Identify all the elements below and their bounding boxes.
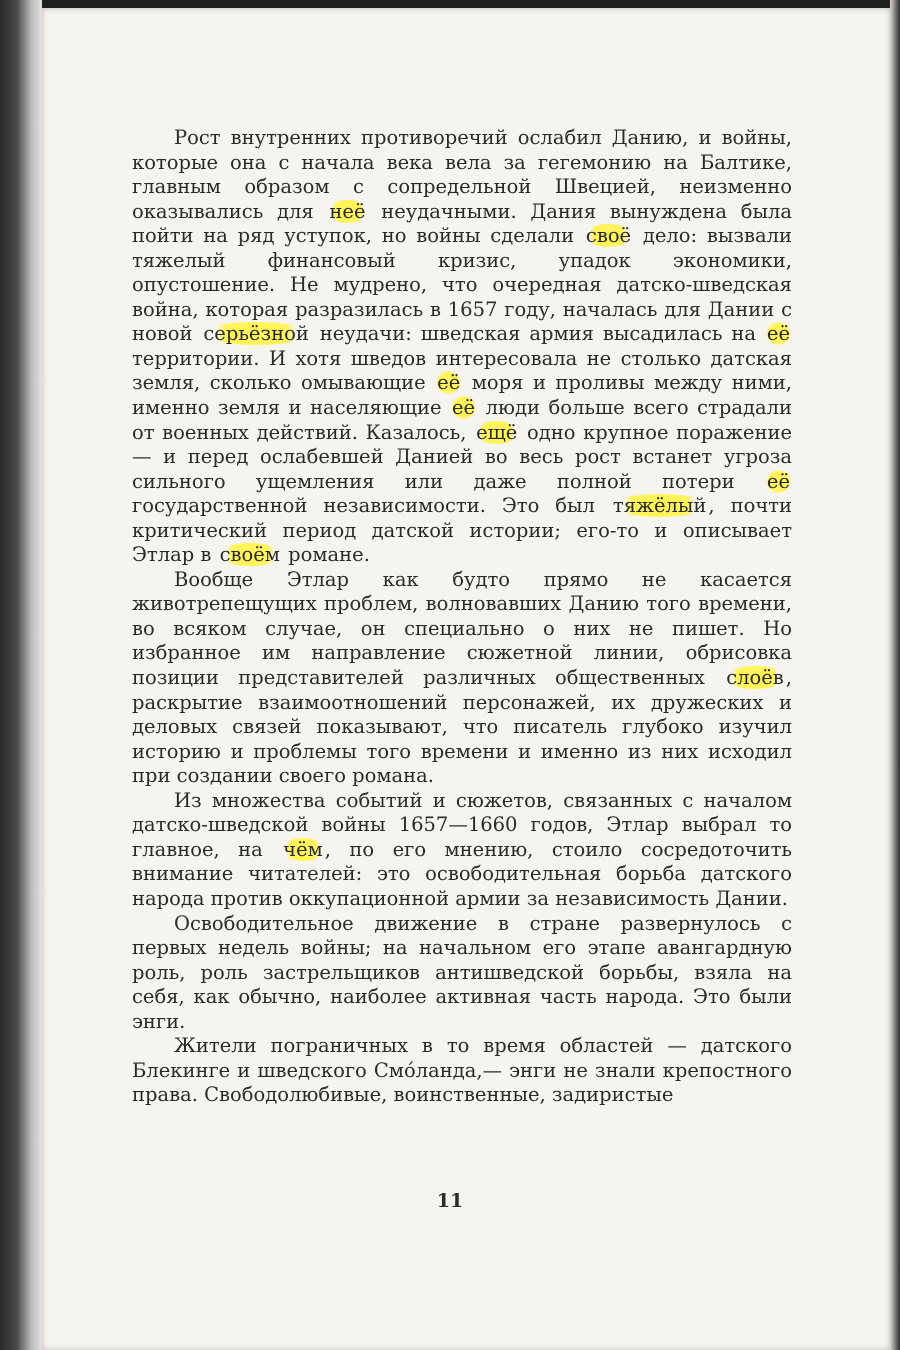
highlighted-word: своём bbox=[219, 543, 280, 567]
highlighted-word: слоёв bbox=[726, 666, 784, 690]
highlighted-word: её bbox=[766, 469, 790, 493]
highlighted-word: её bbox=[452, 396, 476, 420]
highlighted-word: неё bbox=[329, 199, 366, 223]
highlighted-word: её bbox=[766, 322, 791, 346]
highlighted-word: серьёзной bbox=[203, 322, 309, 346]
paragraph-1: Рост внутренних противоречий ослабил Данию, и войны, которые она с начала века вела за гегемонию на Балтике, главным образом с сопредельной Швецией, неизменно оказывались для неё неудачными. Дания вынуждена была пойти на ряд уступок, но войны сделали своё дело: вызвали тяжелый финансовый кризис, упадок экономики, опустошение. Не мудрено, что очередная датско-шведская война, которая разразилась в 1657 году, началась для Дании с новой серьёзной неудачи: шведская армия высадилась на её территории. И хотя шведов интересовала не столько датская земля, сколько омывающие её моря и проливы между ними, именно земля и населяющие её люди больше всего страдали от военных действий. Казалось, ещё одно крупное поражение — и перед ослабевшей Данией во весь рост встанет угроза сильного ущемления или даже полной потери её государственной независимости. Это был тяжёлый , почти критический период датской истории; его-то и описывает Этлар в своём романе. bbox=[132, 126, 793, 567]
page-text bbox=[132, 126, 792, 1108]
highlighted-word: ещё bbox=[476, 420, 518, 444]
page-number: 11 bbox=[436, 1190, 464, 1212]
paragraph-2: Вообще Этлар как будто прямо не касается животрепещущих проблем, волновавших Данию того времени, во всяком случае, он специально о них не пишет. Но избранное им направление сюжетной линии, обрисовка позиции представителей различных общественных слоёв , раскрытие взаимоотношений персонажей, их дружеских и деловых связей показывают, что писатель глубоко изучил историю и проблемы того времени и именно из них исходил при создании своего романа. bbox=[132, 567, 792, 788]
highlighted-word: чём bbox=[283, 837, 323, 861]
paragraph-5: Жители пограничных в то время областей — датского Блекинге и шведского Смо́ланда,— энги не знали крепостного права. Свободолюбивые, воинственные, задиристые bbox=[132, 1034, 792, 1107]
highlighted-word: её bbox=[437, 371, 461, 395]
paragraph-3: Из множества событий и сюжетов, связанных с началом датско-шведской войны 1657—1660 годов, Этлар выбрал то главное, на чём , по его мнению, стоило сосредоточить внимание читателей: это освободительная борьба датского народа против оккупационной армии за независимость Дании. bbox=[132, 788, 792, 910]
page-edge bbox=[890, 0, 900, 1350]
paragraph-4: Освободительное движение в стране развернулось с первых недель войны; на начальном его этапе авангардную роль, роль застрельщиков антишведской борьбы, взяла на себя, как обычно, наиболее активная часть народа. Это были энги. bbox=[132, 911, 792, 1033]
highlighted-word: своё bbox=[585, 224, 632, 248]
book-spine bbox=[0, 0, 42, 1350]
highlighted-word: тяжёлый bbox=[612, 494, 707, 518]
